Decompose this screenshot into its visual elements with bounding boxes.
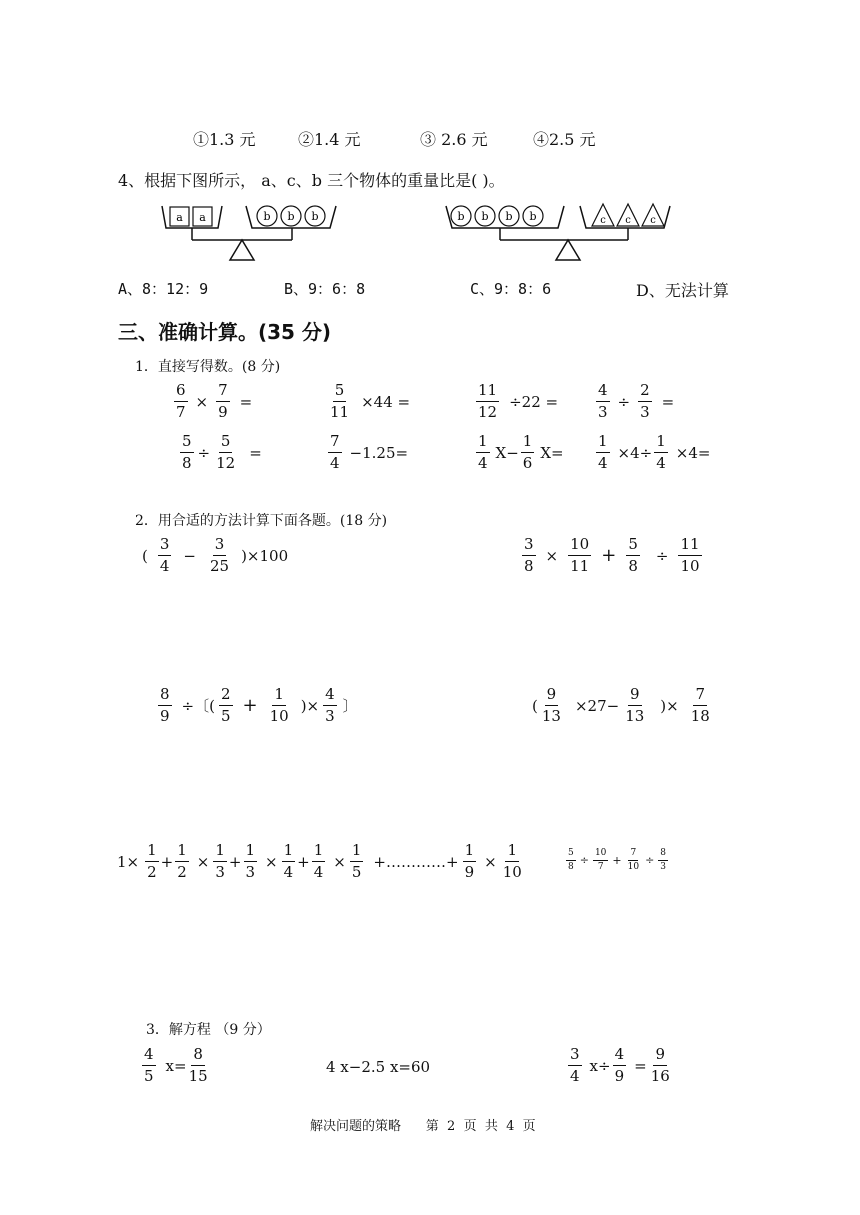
ball-label: b bbox=[529, 210, 537, 223]
mental-math-3: $\frac{11}{12}$ ÷22 = bbox=[478, 381, 559, 422]
calc-problem-6: $\frac{5}{8}$ ÷ $\frac{10}{7}$ + $\frac{7}{10}$ ÷ $\frac{8}{3}$ bbox=[568, 848, 667, 873]
part-3-title: 3．解方程 （9 分） bbox=[146, 1022, 271, 1038]
equation-1: 4 5 x= $\frac{8}{15}$ bbox=[144, 1045, 208, 1086]
mental-math-6: 7 4 −1.25= bbox=[330, 432, 409, 473]
part-2-title: 2．用合适的方法计算下面各题。(18 分) bbox=[135, 513, 388, 529]
option-2: ②1.4 元 bbox=[298, 130, 361, 149]
option-3: ③ 2.6 元 bbox=[420, 130, 488, 149]
triangle-label: c bbox=[650, 215, 656, 226]
answer-option-b: B、9：6：8 bbox=[284, 280, 366, 298]
mental-math-2: $\frac{5}{11}$ ×44 = bbox=[330, 381, 411, 422]
ball-label: b bbox=[457, 210, 465, 223]
ball-label: b bbox=[505, 210, 513, 223]
equation-2: 4 x−2.5 x=60 bbox=[326, 1058, 431, 1076]
answer-option-a: A、8：12：9 bbox=[118, 280, 209, 298]
mental-math-8: $\frac{1}{4}$ ×4÷ $\frac{1}{4}$ ×4= bbox=[598, 432, 711, 473]
option-4: ④2.5 元 bbox=[533, 130, 596, 149]
box-label: a bbox=[176, 211, 183, 224]
calc-problem-2: $\frac{3}{8}$ × $\frac{10}{11}$ + $\frac{5}{8}$ ÷ $\frac{11}{10}$ bbox=[524, 535, 700, 576]
part-1-title: 1．直接写得数。(8 分) bbox=[135, 359, 281, 375]
option-1: ①1.3 元 bbox=[193, 130, 256, 149]
question-4-text: 4、根据下图所示， a、c、b 三个物体的重量比是( )。 bbox=[118, 171, 505, 190]
mental-math-5: $\frac{5}{8}$ ÷ $\frac{5}{12}$ = bbox=[182, 432, 262, 473]
calc-problem-5: 1× $\frac{1}{2}$ + $\frac{1}{2}$ × $\frac{1}{3}$ + $\frac{1}{3}$ × $\frac{1}{4}$ + $\frac{1}{4}$ × $\frac{1}{5}$ +…………+ $\frac{1}{9}$ × $\frac{1}{10}$ bbox=[117, 841, 522, 882]
equation-3: 3 4 x÷ $\frac{4}{9}$ = $\frac{9}{16}$ bbox=[570, 1045, 670, 1086]
balance-scales-diagram bbox=[150, 198, 760, 268]
calc-problem-4: ( $\frac{9}{13}$ ×27− $\frac{9}{13}$ )× $\frac{7}{18}$ bbox=[532, 685, 710, 726]
ball-label: b bbox=[263, 210, 271, 223]
mental-math-1: $\frac{6}{7}$ × $\frac{7}{9}$ = bbox=[176, 381, 253, 422]
ball-label: b bbox=[311, 210, 319, 223]
box-label: a bbox=[199, 211, 206, 224]
answer-option-d: D、无法计算 bbox=[636, 281, 729, 300]
balance-scale-2 bbox=[446, 204, 670, 260]
ball-label: b bbox=[481, 210, 489, 223]
mental-math-4: $\frac{4}{3}$ ÷ $\frac{2}{3}$ = bbox=[598, 381, 675, 422]
calc-problem-3: $\frac{8}{9}$ ÷〔( 2 5 + $\frac{1}{10}$ )× $\frac{4}{3}$ 〕 bbox=[160, 685, 358, 726]
ball-label: b bbox=[287, 210, 295, 223]
triangle-label: c bbox=[625, 215, 631, 226]
triangle-label: c bbox=[600, 215, 606, 226]
calc-problem-1: ( 3 4 − $\frac{3}{25}$ )×100 bbox=[142, 535, 289, 576]
mental-math-7: 1 4 X− $\frac{1}{6}$ X= bbox=[478, 432, 564, 473]
page-footer: 解决问题的策略 第 2 页 共 4 页 bbox=[310, 1119, 536, 1134]
section-heading: 三、准确计算。(35 分) bbox=[118, 320, 332, 344]
balance-scale-1 bbox=[162, 206, 336, 260]
answer-option-c: C、9：8：6 bbox=[470, 280, 552, 298]
